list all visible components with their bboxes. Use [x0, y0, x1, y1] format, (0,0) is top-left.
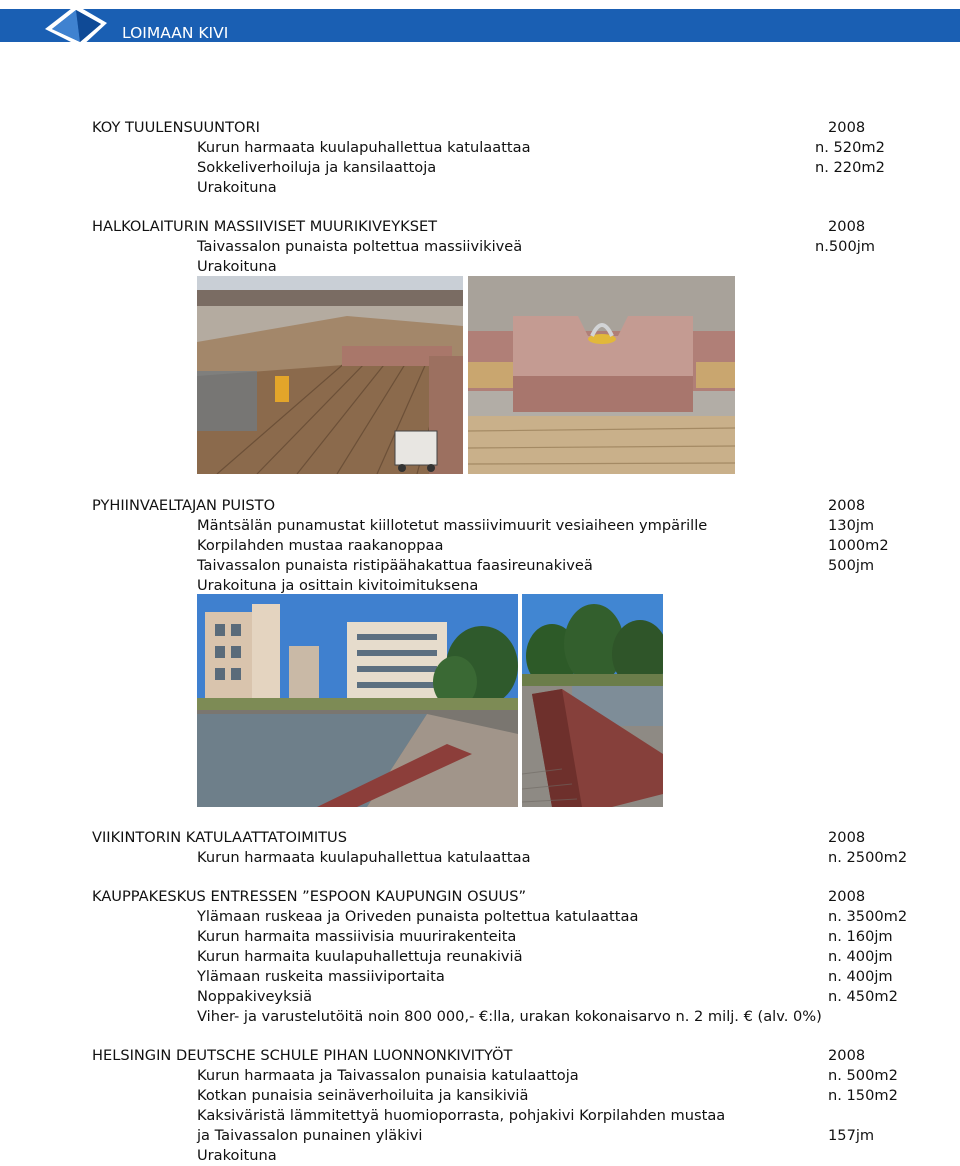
- project-item: Kotkan punaisia seinäverhoiluita ja kansikiviä: [197, 1087, 529, 1104]
- project-quantity: n. 520m2: [815, 139, 885, 156]
- project-quantity: n. 2500m2: [828, 849, 908, 866]
- photo-pier-deck: [197, 276, 463, 474]
- project-quantity: n. 160jm: [828, 928, 893, 945]
- project-quantity: n. 150m2: [828, 1087, 898, 1104]
- project-year: 2008: [828, 1047, 866, 1064]
- project-quantity: n. 3500m2: [828, 908, 908, 925]
- project-title: VIIKINTORIN KATULAATTATOIMITUS: [92, 829, 347, 846]
- photo-granite-wall: [522, 594, 663, 807]
- project-item: Ylämaan ruskeaa ja Oriveden punaista poltettua katulaattaa: [197, 908, 639, 925]
- project-item: Noppakiveyksiä: [197, 988, 313, 1005]
- project-item: Kurun harmaita kuulapuhallettuja reunakiviä: [197, 948, 523, 965]
- project-status: Urakoituna: [197, 179, 277, 196]
- project-title: HELSINGIN DEUTSCHE SCHULE PIHAN LUONNONKIVITYÖT: [92, 1047, 513, 1064]
- project-quantity: 130jm: [828, 517, 875, 534]
- project-quantity: 1000m2: [828, 537, 889, 554]
- project-status: Urakoituna: [197, 1147, 277, 1164]
- project-item: Kaksiväristä lämmitettyä huomioporrasta, pohjakivi Korpilahden mustaa: [197, 1107, 726, 1124]
- photo-stone-block: [468, 276, 735, 474]
- brand-name: LOIMAAN KIVI: [122, 24, 229, 42]
- project-quantity: n. 400jm: [828, 948, 893, 965]
- project-year: 2008: [828, 829, 866, 846]
- project-quantity: n. 450m2: [828, 988, 898, 1005]
- project-year: 2008: [828, 888, 866, 905]
- header-bar: [0, 9, 960, 42]
- project-item: ja Taivassalon punainen yläkivi: [197, 1127, 423, 1144]
- project-item: Taivassalon punaista ristipäähakattua faasireunakiveä: [197, 557, 593, 574]
- loimaan-kivi-logo-icon: [43, 3, 109, 49]
- project-year: 2008: [828, 119, 866, 136]
- project-item: Kurun harmaata kuulapuhallettua katulaattaa: [197, 849, 531, 866]
- photo-park-buildings: [197, 594, 518, 807]
- project-item: Kurun harmaata kuulapuhallettua katulaattaa: [197, 139, 531, 156]
- project-item: Kurun harmaita massiivisia muurirakenteita: [197, 928, 517, 945]
- project-quantity: 157jm: [828, 1127, 875, 1144]
- project-quantity: n. 400jm: [828, 968, 893, 985]
- project-year: 2008: [828, 218, 866, 235]
- project-item: Taivassalon punaista poltettua massiivikiveä: [197, 238, 523, 255]
- project-item: Ylämaan ruskeita massiiviportaita: [197, 968, 445, 985]
- project-status: Urakoituna ja osittain kivitoimituksena: [197, 577, 479, 594]
- project-item: Sokkeliverhoiluja ja kansilaattoja: [197, 159, 437, 176]
- project-quantity: n. 500m2: [828, 1067, 898, 1084]
- project-note: Viher- ja varustelutöitä noin 800 000,- €:lla, urakan kokonaisarvo n. 2 milj. € (alv. 0%): [197, 1008, 822, 1025]
- project-item: Korpilahden mustaa raakanoppaa: [197, 537, 444, 554]
- project-item: Mäntsälän punamustat kiillotetut massiivimuurit vesiaiheen ympärille: [197, 517, 708, 534]
- project-title: PYHIINVAELTAJAN PUISTO: [92, 497, 276, 514]
- project-status: Urakoituna: [197, 258, 277, 275]
- project-quantity: n. 220m2: [815, 159, 885, 176]
- project-quantity: 500jm: [828, 557, 875, 574]
- project-year: 2008: [828, 497, 866, 514]
- project-item: Kurun harmaata ja Taivassalon punaisia katulaattoja: [197, 1067, 579, 1084]
- project-title: KOY TUULENSUUNTORI: [92, 119, 260, 136]
- project-title: KAUPPAKESKUS ENTRESSEN ”ESPOON KAUPUNGIN OSUUS”: [92, 888, 527, 905]
- project-title: HALKOLAITURIN MASSIIVISET MUURIKIVEYKSET: [92, 218, 438, 235]
- project-quantity: n.500jm: [815, 238, 876, 255]
